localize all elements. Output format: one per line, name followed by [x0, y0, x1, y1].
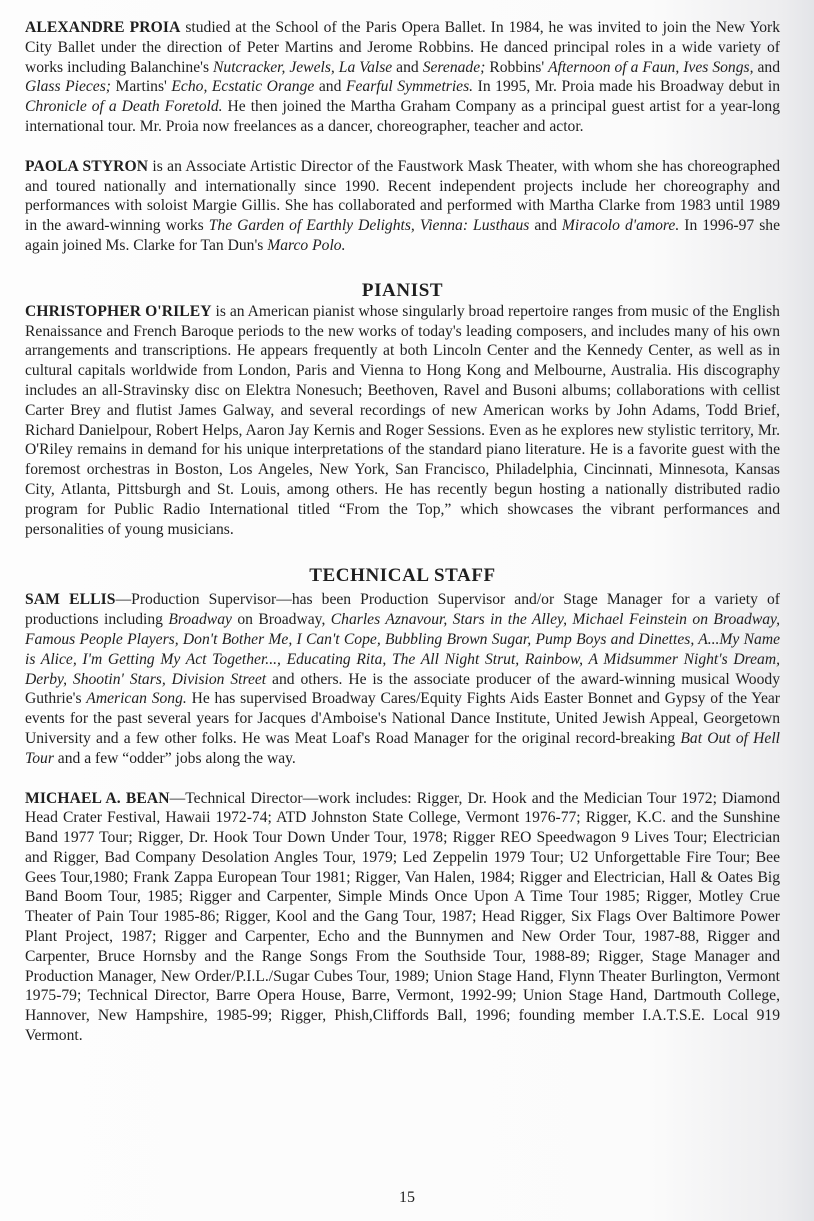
- bio-text: Martins': [110, 78, 172, 96]
- work-title: Glass Pieces;: [25, 78, 111, 96]
- work-title: Serenade;: [422, 58, 486, 76]
- bio-paragraph: [25, 789, 780, 1046]
- bio-text: is an American pianist whose singularly broad repertoire ranges from music of the English Renaissance and French Baroque periods to the new works of today's leading composers, and includes many of his own arrangements and transcriptions. He appears frequently at both Lincoln Center and the Kennedy Center, as well as in cultural capitals worldwide from London, Paris and Vienna to Hong Kong and Melbourne, Australia. His discography includes an all-Stravinsky disc on Elektra Nonesuch; Beethoven, Ravel and Busoni albums; collaborations with cellist Carter Brey and flutist James Galway, and several recordings of new American works by John Adams, Todd Brief, Richard Danielpour, Robert Helps, Aaron Jay Kernis and Roger Sessions. Even as he explores new stylistic territory, Mr. O'Riley remains in demand for his unique interpretations of the standard piano literature. He is a favorite guest with the foremost orchestras in Boston, Los Angeles, New York, San Francisco, Philadelphia, Cincinnati, Minnesota, Kansas City, Atlanta, Pittsburgh and St. Louis, among others. He has recently begun hosting a nationally distributed radio program for Public Radio International titled “From the Top,” which showcases the vibrant performances and personalities of young musicians.: [25, 302, 780, 538]
- bio-text: is an Associate Artistic Director of the Faustwork Mask Theater, with whom she has choreographed and toured nationally and internationally since 1990. Recent independent projects include her choreography and performances with soloist Margie Gillis. She has collaborated and performed with Martha Clarke from 1983 until 1989 in the award-winning works: [25, 157, 780, 235]
- bio-text: and: [392, 58, 423, 76]
- bio-name: MICHAEL A. BEAN: [25, 789, 170, 807]
- work-title: Bat Out of Hell Tour: [25, 729, 780, 767]
- bio-text: studied at the School of the Paris Opera Ballet. In 1984, he was invited to join the New York City Ballet under the direction of Peter Martins and Jerome Robbins. He danced principal roles in a wide variety of works including Balanchine's: [25, 19, 781, 76]
- bio-text: and: [753, 58, 780, 76]
- work-title: Nutcracker, Jewels, La Valse: [213, 58, 393, 76]
- bio-text: —Production Supervisor—has been Production Supervisor and/or Stage Manager for a variety of productions including: [25, 591, 780, 629]
- work-title: Chronicle of a Death Foretold.: [25, 98, 223, 116]
- dancer-bios: [25, 18, 780, 256]
- bio-text: Robbins': [485, 58, 549, 76]
- work-title: Charles Aznavour, Stars in the Alley, Michael Feinstein on Broadway, Famous People Players, Don't Bother Me, I Can't Cope, Bubbling Brown Sugar, Pump Boys and Dinettes, A...My Name is Alice, I'm Getting My Act Together..., Educating Rita, The All Night Strut, Rainbow, A Midsummer Night's Dream, Derby, Shootin' Stars, Division Street: [25, 611, 780, 688]
- bio-text: and others. He is the associate producer of the award-winning musical Woody Guthrie's: [25, 670, 780, 708]
- bio-name: ALEXANDRE PROIA: [25, 19, 181, 36]
- bio-paragraph: [25, 157, 780, 256]
- bio-paragraph: [25, 18, 780, 137]
- bio-text: and a few “odder” jobs along the way.: [53, 749, 296, 767]
- bio-name: SAM ELLIS: [25, 591, 116, 609]
- bio-paragraph: [25, 590, 780, 768]
- bio-text: and: [314, 78, 346, 96]
- paragraph-gap: [25, 769, 780, 789]
- bio-text: In 1996-97 she again joined Ms. Clarke for Tan Dun's: [25, 217, 781, 254]
- work-title: Afternoon of a Faun, Ives Songs,: [548, 58, 754, 76]
- work-title: Miracolo d'amore.: [561, 217, 680, 235]
- bio-paragraph: [25, 302, 780, 540]
- work-title: The Garden of Earthly Delights, Vienna: Lusthaus: [208, 217, 530, 235]
- pianist-heading: PIANIST: [361, 279, 444, 301]
- paragraph-gap: [25, 137, 780, 157]
- technical-staff-bios: [25, 590, 780, 1046]
- work-title: Echo, Ecstatic Orange: [171, 78, 315, 96]
- bio-text: In 1995, Mr. Proia made his Broadway debut in: [473, 78, 780, 96]
- page-number: 15: [399, 1189, 415, 1206]
- bio-text: on Broadway,: [231, 611, 331, 629]
- page-content: [25, 18, 780, 1046]
- work-title: Fearful Symmetries.: [345, 78, 474, 96]
- technical-staff-heading: TECHNICAL STAFF: [309, 565, 496, 587]
- bio-name: PAOLA STYRON: [25, 157, 149, 175]
- bio-text: He then joined the Martha Graham Company as a principal guest artist for a year-long international tour. Mr. Proia now freelances as a dancer, choreographer, teacher and actor.: [25, 98, 780, 135]
- bio-text: and: [529, 217, 562, 235]
- bio-text: He has supervised Broadway Cares/Equity Fights Aids Easter Bonnet and Gypsy of the Year events for the past several years for Jacques d'Amboise's National Dance Institute, United Jewish Appeal, Georgetown University and a few other folks. He was Meat Loaf's Road Manager for the original record-breaking: [25, 690, 780, 747]
- bio-text: —Technical Director—work includes: Rigger, Dr. Hook and the Medician Tour 1972; Diamond Head Crater Festival, Hawaii 1972-74; ATD Johnston State College, Vermont 1976-77; Rigger, K.C. and the Sunshine Band 1977 Tour; Rigger, Dr. Hook Tour Down Under Tour, 1978; Rigger REO Speedwagon 9 Lives Tour; Electrician and Rigger, Bad Company Desolation Angles Tour, 1979; Led Zeppelin 1979 Tour; U2 Unforgettable Fire Tour; Bee Gees Tour,1980; Frank Zappa European Tour 1981; Rigger, Van Halen, 1984; Rigger and Electrician, Hall & Oates Big Band Boom Tour, 1985; Rigger and Carpenter, Simple Minds Once Upon A Time Tour 1985; Rigger, Motley Crue Theater of Pain Tour 1985-86; Rigger, Kool and the Gang Tour, 1987; Head Rigger, Six Flags Over Baltimore Power Plant Project, 1987; Rigger and Carpenter, Echo and the Bunnymen and New Order Tour, 1987-88, Rigger and Carpenter, Bruce Hornsby and the Range Songs From the Southside Tour, 1988-89; Rigger, Stage Manager and Production Manager, New Order/P.I.L./Sugar Cubes Tour, 1989; Union Stage Hand, Flynn Theater Burlington, Vermont 1975-79; Technical Director, Barre Opera House, Barre, Vermont, 1992-99; Union Stage Hand, Dartmouth College, Hannover, New Hampshire, 1985-99; Rigger, Phish,Cliffords Ball, 1996; founding member I.A.T.S.E. Local 919 Vermont.: [25, 789, 780, 1045]
- work-title: Marco Polo.: [267, 236, 346, 254]
- bio-name: CHRISTOPHER O'RILEY: [25, 302, 212, 320]
- pianist-bios: [25, 302, 780, 540]
- work-title: American Song.: [86, 690, 187, 708]
- work-title: Broadway: [168, 611, 232, 629]
